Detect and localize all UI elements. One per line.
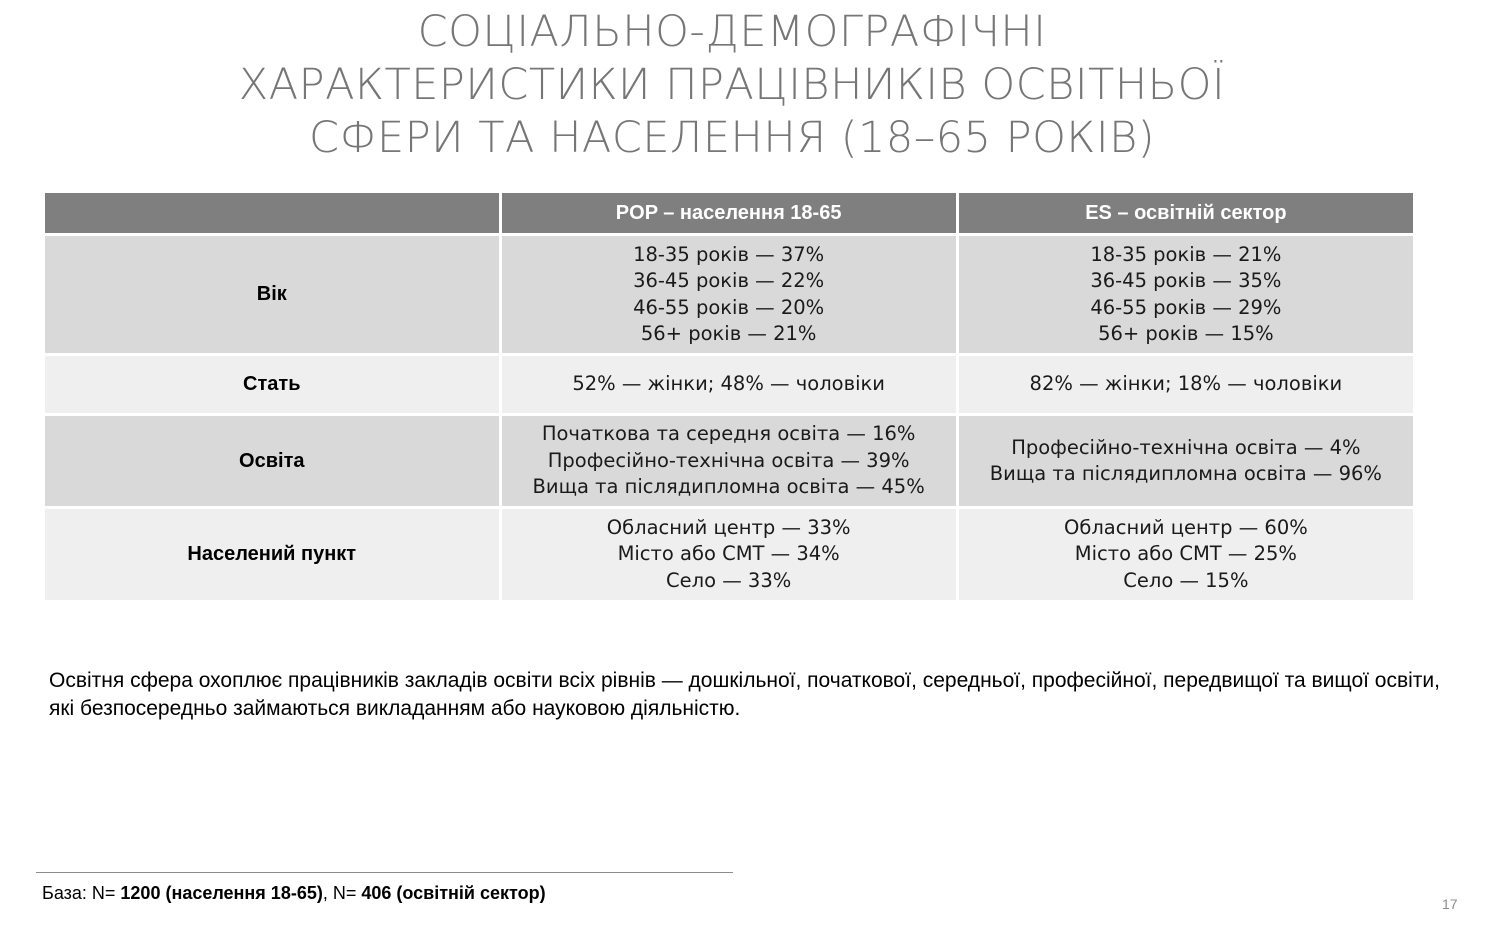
- header-es: ES – освітній сектор: [959, 193, 1413, 233]
- cell-es-gender: [959, 356, 1413, 413]
- cell-pop-education: [502, 416, 956, 506]
- table-header-row: [45, 193, 1413, 233]
- cell-line: 52% — жінки; 48% — чоловіки: [572, 372, 885, 396]
- title-line-3: СФЕРИ ТА НАСЕЛЕННЯ (18–65 РОКІВ): [309, 113, 1155, 163]
- cell-es-age: [959, 236, 1413, 353]
- cell-line: Професійно-технічна освіта — 39%: [547, 448, 910, 472]
- title-line-2: ХАРАКТЕРИСТИКИ ПРАЦІВНИКІВ ОСВІТНЬОЇ: [238, 60, 1226, 110]
- cell-line: 46-55 років — 29%: [1090, 295, 1282, 319]
- row-label-age: Вік: [45, 236, 499, 353]
- table-row-gender: [45, 356, 1413, 413]
- cell-line: Село — 33%: [666, 568, 792, 592]
- cell-line: Обласний центр — 60%: [1063, 515, 1308, 539]
- base-prefix: База: N=: [42, 883, 121, 903]
- table-row-education: [45, 416, 1413, 506]
- row-label-settlement: Населений пункт: [45, 509, 499, 600]
- slide-title: [0, 6, 1464, 165]
- cell-line: Обласний центр — 33%: [606, 515, 851, 539]
- header-pop: POP – населення 18-65: [502, 193, 956, 233]
- cell-es-settlement: [959, 509, 1413, 600]
- page-number: 17: [1442, 896, 1458, 912]
- cell-line: Професійно-технічна освіта — 4%: [1011, 435, 1361, 459]
- cell-line: 46-55 років — 20%: [633, 295, 825, 319]
- title-line-1: СОЦІАЛЬНО-ДЕМОГРАФІЧНІ: [417, 7, 1047, 57]
- table-row-settlement: [45, 509, 1413, 600]
- row-label-gender: Стать: [45, 356, 499, 413]
- base-population: 1200 (населення 18-65): [120, 883, 323, 903]
- cell-pop-settlement: [502, 509, 956, 600]
- cell-pop-gender: [502, 356, 956, 413]
- cell-line: 56+ років — 21%: [640, 322, 817, 345]
- cell-line: Село — 15%: [1123, 568, 1249, 592]
- cell-pop-age: [502, 236, 956, 353]
- cell-line: 56+ років — 15%: [1098, 322, 1274, 345]
- cell-line: Місто або СМТ — 25%: [1074, 542, 1297, 566]
- base-separator: , N=: [322, 883, 362, 903]
- cell-line: Місто або СМТ — 34%: [617, 542, 840, 566]
- cell-line: Початкова та середня освіта — 16%: [541, 422, 916, 446]
- definition-note: Освітня сфера охоплює працівників закладів освіти всіх рівнів — дошкільної, початкової, середньої, професійної, передвищої та вищої освіти, які безпосередньо займаються викладанням або науковою діяльністю.: [49, 669, 1440, 720]
- cell-line: 82% — жінки; 18% — чоловіки: [1029, 372, 1343, 396]
- header-empty-cell: [45, 193, 499, 233]
- cell-line: 18-35 років — 37%: [633, 242, 825, 266]
- cell-line: Вища та післядипломна освіта — 96%: [989, 462, 1382, 485]
- cell-line: Вища та післядипломна освіта — 45%: [532, 475, 925, 499]
- table-row-age: [45, 236, 1413, 353]
- cell-line: 36-45 років — 35%: [1090, 269, 1282, 292]
- base-education-sector: 406 (освітній сектор): [361, 883, 546, 903]
- sample-base-note: [42, 883, 546, 904]
- cell-line: 36-45 років — 22%: [633, 269, 825, 292]
- comparison-table: [42, 190, 1416, 603]
- cell-line: 18-35 років — 21%: [1090, 242, 1282, 266]
- footer-divider: [36, 872, 733, 873]
- cell-es-education: [959, 416, 1413, 506]
- row-label-education: Освіта: [45, 416, 499, 506]
